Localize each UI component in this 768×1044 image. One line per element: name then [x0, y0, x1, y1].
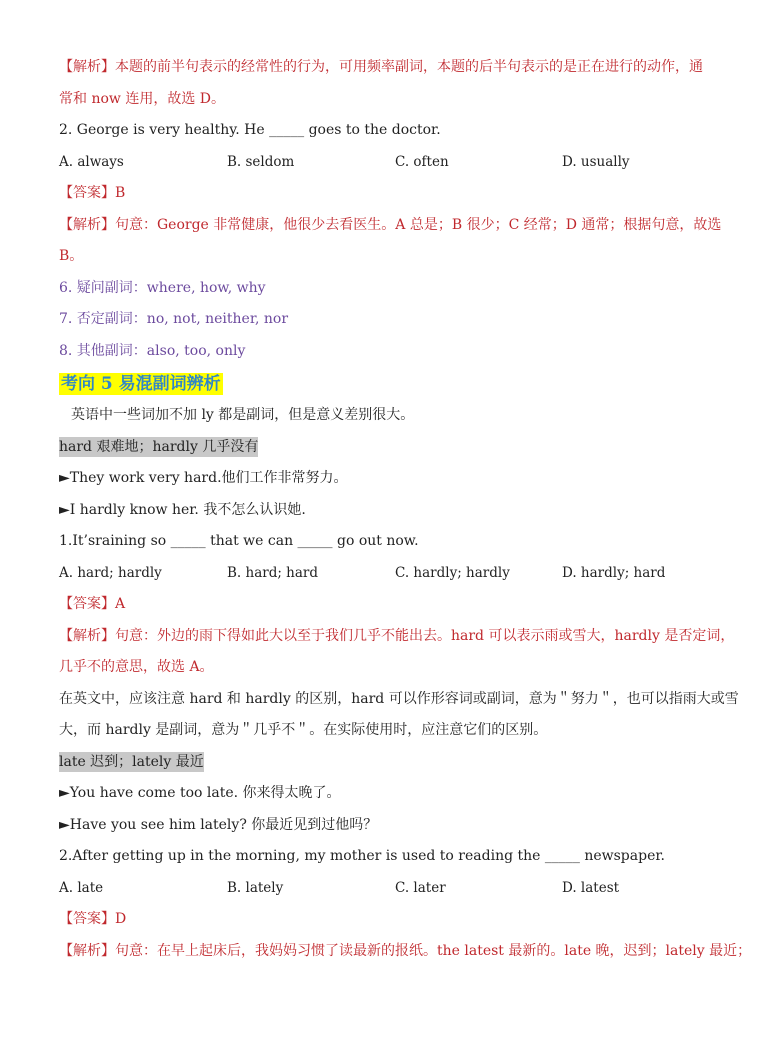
analysis-q1-line2: 常和 now 连用，故选 D。: [59, 90, 226, 107]
late-heading-row: [59, 747, 714, 779]
option-a: A. hard; hardly: [59, 564, 162, 581]
hard-heading: hard 艰难地；hardly 几乎没有: [59, 438, 259, 455]
section-intro: 英语中一些词加不加 ly 都是副词，但是意义差别很大。: [71, 407, 415, 423]
hard-note-line1: 在英文中，应该注意 hard 和 hardly 的区别，hard 可以作形容词或副词，意为＂努力＂，也可以指雨大或雪: [59, 690, 739, 707]
late-question-options: [59, 873, 714, 905]
adverb-type-8: 8. 其他副词：also, too, only: [59, 342, 246, 359]
question-2-options: [59, 147, 714, 179]
option-d: D. hardly; hard: [562, 564, 666, 581]
answer-q2: 【答案】B: [59, 185, 126, 201]
adverb-type-7: 7. 否定副词：no, not, neither, nor: [59, 311, 289, 327]
analysis-q2-line2: B。: [59, 248, 84, 264]
section-title: 考向 5 易混副词辨析: [61, 374, 221, 394]
option-c: C. often: [395, 153, 449, 170]
option-b: B. lately: [227, 879, 284, 896]
hard-note-line2: 大，而 hardly 是副词，意为＂几乎不＂。在实际使用时，应注意它们的区别。: [59, 722, 548, 738]
late-example-2: ►Have you see him lately? 你最近见到过他吗？: [59, 816, 378, 833]
hard-answer: 【答案】A: [59, 596, 126, 612]
option-c: C. later: [395, 879, 446, 896]
adverb-type-6: 6. 疑问副词：where, how, why: [59, 279, 266, 296]
late-example-1: ►You have come too late. 你来得太晚了。: [59, 785, 341, 801]
late-question: 2.After getting up in the morning, my mother is used to reading the _____ newspaper.: [59, 848, 665, 864]
hard-question-options: [59, 558, 714, 590]
hard-heading-row: [59, 432, 714, 464]
hard-question: 1.It’sraining so _____ that we can _____ go out now.: [59, 533, 419, 549]
hard-analysis-line2: 几乎不的意思，故选 A。: [59, 659, 214, 675]
option-b: B. seldom: [227, 153, 295, 170]
option-a: A. late: [59, 879, 104, 896]
question-2-stem: 2. George is very healthy. He _____ goes to the doctor.: [59, 122, 441, 138]
hard-example-1: ►They work very hard.他们工作非常努力。: [59, 470, 348, 486]
late-answer: 【答案】D: [59, 911, 127, 927]
late-analysis-line1: 【解析】句意：在早上起床后，我妈妈习惯了读最新的报纸。the latest 最新的。late 晚，迟到；lately 最近；: [59, 942, 752, 959]
option-d: D. latest: [562, 879, 620, 896]
late-heading: late 迟到；lately 最近: [59, 753, 204, 770]
option-a: A. always: [59, 153, 124, 170]
option-c: C. hardly; hardly: [395, 564, 510, 581]
option-d: D. usually: [562, 153, 630, 170]
document-page: [59, 52, 752, 967]
analysis-q2-line1: 【解析】句意：George 非常健康，他很少去看医生。A 总是；B 很少；C 经常；D 通常；根据句意，故选: [59, 216, 722, 233]
hard-analysis-line1: 【解析】句意：外边的雨下得如此大以至于我们几乎不能出去。hard 可以表示雨或雪大，hardly 是否定词，: [59, 627, 735, 644]
analysis-q1-line1: 【解析】本题的前半句表示的经常性的行为，可用频率副词，本题的后半句表示的是正在进行的动作，通: [59, 59, 703, 75]
option-b: B. hard; hard: [227, 564, 319, 581]
hard-example-2: ►I hardly know her. 我不怎么认识她.: [59, 501, 306, 518]
